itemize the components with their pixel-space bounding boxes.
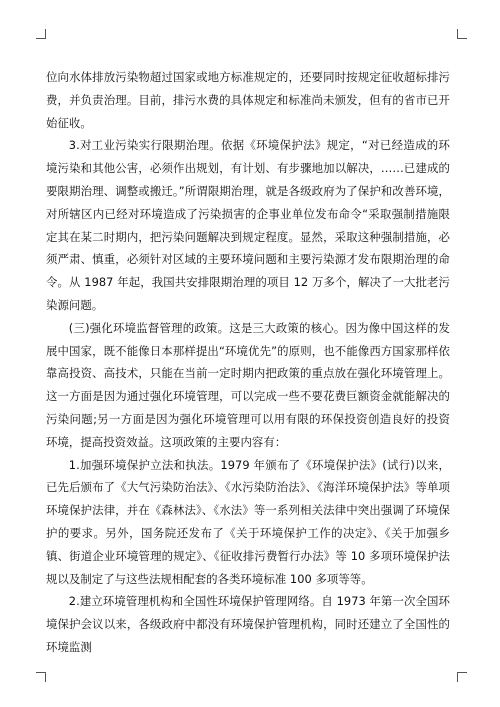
paragraph-deadline-governance: 3.对工业污染实行限期治理。依据《环境保护法》规定，“对已经造成的环境污染和其他公害，必须作出规划，有计划、有步骤地加以解决，……已建成的要限期治理、调整或搬迁。”所谓限期治理，就是各级政府为了保护和改善环境，对所辖区内已经对环境造成了污染损害的企事业单位发布命令“采取强制措施限定其在某二时期内，把污染问题解决到规定程度。显然，采取这种强制措施，必须严肃、慎重，必须针对区域的主要环境问题和主要污染源才发布限期治理的命令。从 1987 年起，我国共安排限期治理的项目 12 万多个，解决了一大批老污染源问题。 — [46, 138, 450, 312]
crop-mark-top-left — [36, 29, 46, 39]
page-body — [46, 66, 450, 659]
crop-mark-top-right — [457, 29, 467, 39]
paragraph-strengthen-supervision: (三)强化环境监督管理的政策。这是三大政策的核心。因为像中国这样的发展中国家，既不能像日本那样提出“环境优先”的原则，也不能像西方国家那样依靠高投资、高技术，只能在当前一定时期内把政策的重点放在强化环境管理上。这一方面是因为通过强化环境管理，可以完成一些不要花费巨额资金就能解决的污染问题;另一方面是因为强化环境管理可以用有限的环保投资创造良好的投资环境，提高投资效益。这项政策的主要内容有： — [46, 320, 450, 449]
paragraph-legislation-enforcement: 1.加强环境保护立法和执法。1979 年颁布了《环境保护法》(试行)以来，已先后颁布了《大气污染防治法》、《水污染防治法》、《海洋环境保护法》等单项环境保护法律，并在《森林法》、《水法》等一系列相关法律中突出强调了环境保护的要求。另外，国务院还发布了《关于环境保护工作的决定》、《关于加强乡镇、街道企业环境管理的规定》、《征收排污费暂行办法》等 10 多项环境保护法规以及制定了与这些法规相配套的各类环境标准 100 多项等等。 — [46, 457, 450, 586]
paragraph-management-network: 2.建立环境管理机构和全国性环境保护管理网络。自 1973 年第一次全国环境保护会议以来，各级政府中都没有环境保护管理机构，同时还建立了全国性的环境监测 — [46, 594, 450, 654]
crop-mark-bottom-left — [36, 672, 46, 682]
crop-mark-bottom-right — [457, 672, 467, 682]
paragraph-continuation: 位向水体排放污染物超过国家或地方标准规定的，还要同时按规定征收超标排污费，并负责治理。目前，排污水费的具体规定和标准尚未颁发，但有的省市已开始征收。 — [46, 70, 450, 130]
